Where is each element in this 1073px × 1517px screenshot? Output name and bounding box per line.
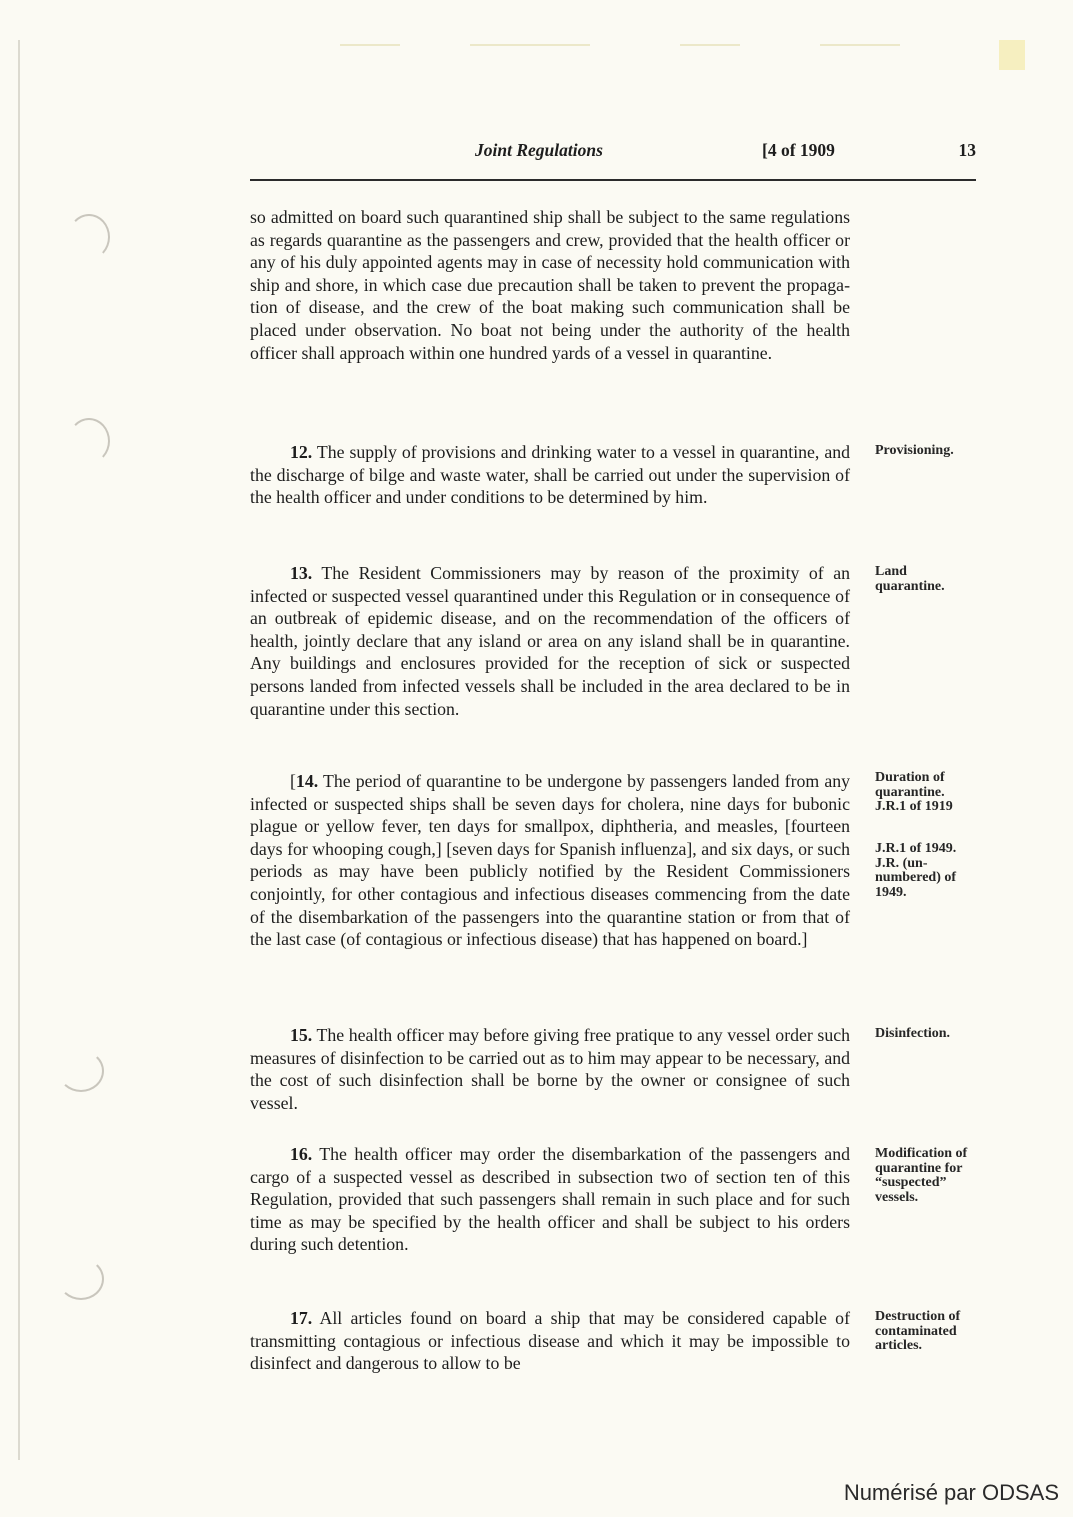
punch-hole-1: [68, 214, 110, 260]
section-text: The Resident Commissioners may by reason of the proximity of an infected or suspected vessel quarantined under this Regulation or in consequence of an outbreak of epidemic disease, and on the recommendation of the officers of health, jointly declare that any island or area on any island shall be in quarantine. Any buildings and enclosures provided for the reception of sick or suspected persons landed from infected vessels shall be included in the area declared to be in quarantine under this section.: [250, 563, 850, 719]
margin-note-amendments: J.R.1 of 1949. J.R. (unnumbered) of 1949.: [875, 841, 957, 900]
section-text: The supply of provisions and drinking water to a vessel in quarantine, and the discharge of bilge and waste water, shall be carried out under the supervision of the health officer and under conditions to be determined by him.: [250, 442, 851, 508]
header-reference: [4 of 1909: [762, 140, 835, 160]
scan-mark: [470, 44, 590, 46]
section-text: The health officer may before giving free pratique to any vessel order such measures of disinfection to be carried out as to him may appear to be necessary, and the cost of such disinfection shall be borne by the owner or consignee of such vessel.: [250, 1025, 850, 1113]
section-15: [250, 1024, 850, 1114]
scan-mark: [820, 44, 900, 46]
section-13: [250, 562, 850, 720]
scan-mark: [680, 44, 740, 46]
scan-mark: [340, 44, 400, 46]
section-text: The health officer may order the disembarkation of the passengers and cargo of a suspected vessel as described in subsection two of section ten of this Regulation, provided that such passengers shall remain in such place and for such time as may be specified by the health officer and shall be subject to his orders during such detention.: [250, 1144, 850, 1255]
margin-note-destruction: Destruction of contaminated articles.: [875, 1309, 961, 1353]
section-text: All articles found on board a ship that may be considered capable of transmitting contagious or infectious disease and which it may be impossible to disinfect and dangerous to allow to be: [250, 1308, 850, 1374]
margin-note-disinfection: Disinfection.: [875, 1026, 951, 1041]
punch-hole-2: [68, 418, 110, 464]
punch-hole-3: [58, 1050, 104, 1092]
header-rule: [250, 179, 976, 181]
section-number: 17.: [290, 1308, 313, 1328]
scan-credit: Numérisé par ODSAS: [843, 1480, 1059, 1505]
section-number: 16.: [290, 1144, 313, 1164]
section-14: [250, 770, 850, 951]
section-number: 12.: [290, 442, 313, 462]
margin-note-duration: Duration of quarantine. J.R.1 of 1919: [875, 770, 953, 814]
paragraph-text: so admitted on board such quarantined ship shall be subject to the same regulations as regards quarantine as the passengers and crew, provided that the health officer or any of his duly appointed agents may in case of necessity hold communication with ship and shore, in which case due precaution shall be taken to prevent the propagation of disease, and the crew of the boat making such communication shall be placed under observation. No boat not being under the authority of the health officer shall approach within one hundred yards of a vessel in quarantine.: [250, 207, 850, 363]
section-text: The period of quarantine to be undergone by passengers landed from any infected or suspected ships shall be seven days for cholera, nine days for bubonic plague or yellow fever, ten days for smallpox, diphtheria, and measles, [fourteen days for whooping cough,] [seven days for Spanish influenza], and six days, or such periods as may have been publicly notified by the Resident Commissioners conjointly, for other contagious and infectious diseases commencing from the date of the disembarkation of the passengers into the quarantine station or from that of the last case (of contagious or infectious disease) that has happened on board.]: [250, 771, 851, 950]
paper-stain: [999, 40, 1025, 70]
section-12: [250, 441, 850, 509]
section-number: 14.: [295, 771, 319, 791]
running-header: [250, 140, 976, 168]
punch-hole-4: [58, 1258, 104, 1300]
margin-note-modification: Modification of quarantine for “suspected” vessels.: [875, 1146, 968, 1205]
paragraph-continuation: [250, 206, 850, 364]
section-number: 13.: [290, 563, 313, 583]
header-title: Joint Regulations: [475, 140, 603, 160]
binding-edge: [18, 40, 20, 1460]
section-number: 15.: [290, 1025, 313, 1045]
margin-note-land-quarantine: Land quarantine.: [875, 564, 945, 594]
page-number: 13: [958, 140, 976, 160]
section-17: [250, 1307, 850, 1375]
section-16: [250, 1143, 850, 1256]
section-bracket: [: [290, 771, 296, 791]
margin-note-provisioning: Provisioning.: [875, 443, 954, 458]
